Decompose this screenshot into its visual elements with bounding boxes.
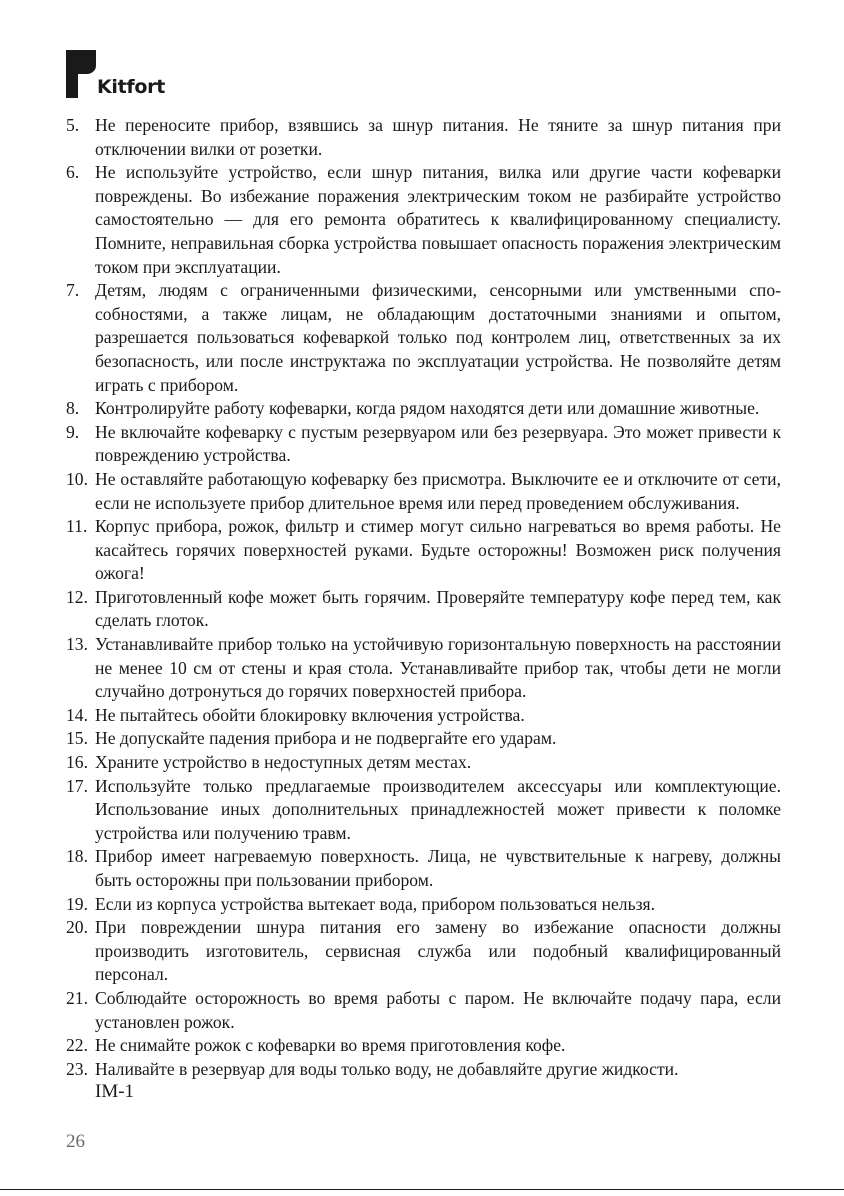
item-text: Не включайте кофеварку с пустым резервуаром или без резервуара. Это может привести к повреждению устройства. <box>95 421 781 466</box>
bottom-rule <box>0 1189 844 1190</box>
list-item <box>66 893 781 917</box>
item-number: 8. <box>66 398 80 419</box>
item-number: 12. <box>66 586 88 607</box>
item-number: 5. <box>66 115 80 135</box>
item-number: 14. <box>66 704 88 725</box>
safety-instructions-list <box>66 114 781 1081</box>
list-item <box>66 845 781 892</box>
list-item <box>66 421 781 468</box>
item-number: 22. <box>66 1035 88 1056</box>
item-number: 15. <box>66 728 88 749</box>
list-item <box>66 751 781 775</box>
item-text: Соблюдайте осторожность во время работы с паром. Не включайте подачу пара, если установлен рожок. <box>95 987 781 1032</box>
brand-name: Kitfort <box>97 76 165 98</box>
item-text: Не переносите прибор, взявшись за шнур питания. Не тяните за шнур питания при отключении вилки от розетки. <box>95 115 781 159</box>
item-text: Не оставляйте работающую кофеварку без присмотра. Выключите ее и отключите от сети, если не используете прибор длительное время или перед проведением обслуживания. <box>95 468 781 513</box>
item-number: 16. <box>66 752 88 773</box>
kitfort-logo-icon <box>66 50 96 98</box>
item-text: Не снимайте рожок с кофеварки во время приготовления кофе. <box>95 1035 566 1056</box>
list-item <box>66 916 781 987</box>
item-number: 19. <box>66 893 88 914</box>
brand-logo <box>66 50 196 100</box>
item-number: 23. <box>66 1058 88 1079</box>
list-item <box>66 727 781 751</box>
list-item <box>66 397 781 421</box>
item-text: Детям, людям с ограниченными физическими, сенсорными или умственными способностями, а также лицам, не обладающим достаточными знаниями и опытом, разрешается пользоваться кофеваркой только под контролем лиц, ответственных за их безопасность, или после инструктажа по эксплуатации устройства. Не позволяйте детям играть с прибором. <box>95 280 781 395</box>
list-item <box>66 1058 781 1082</box>
item-text: Корпус прибора, рожок, фильтр и стимер могут сильно нагреваться во время работы. Не касайтесь горячих поверхностей руками. Будьте осторожны! Возможен риск получения ожога! <box>95 516 781 584</box>
item-text: Используйте только предлагаемые производителем аксессуары или комплектующие. Использование иных дополнительных принадлежностей может привести к поломке устройства или получению травм. <box>95 775 781 843</box>
list-item <box>66 987 781 1034</box>
list-item <box>66 114 781 161</box>
list-item <box>66 279 781 397</box>
item-text: Не допускайте падения прибора и не подвергайте его ударам. <box>95 728 557 749</box>
list-item <box>66 775 781 846</box>
list-item <box>66 161 781 279</box>
item-text: Не используйте устройство, если шнур питания, вилка или другие части кофеварки повреждены. Во избежание поражения электрическим током не разбирайте устройство самостоятельно — для его ремонта обратитесь к квалифицированному специалисту. Помните, неправильная сборка устройства повышает опасность поражения электрическим током при эксплуатации. <box>95 162 781 277</box>
item-number: 20. <box>66 917 88 938</box>
item-text: Устанавливайте прибор только на устойчивую горизонтальную поверхность на расстоянии не менее 10 см от стены и края стола. Устанавливайте прибор так, чтобы дети не могли случайно дотронуться до горячих поверхностей прибора. <box>95 634 781 702</box>
list-item <box>66 633 781 704</box>
item-number: 17. <box>66 775 88 796</box>
item-text: Наливайте в резервуар для воды только воду, не добавляйте другие жидкости. <box>95 1058 679 1079</box>
item-text: Если из корпуса устройства вытекает вода, прибором пользоваться нельзя. <box>95 893 656 914</box>
item-text: Не пытайтесь обойти блокировку включения устройства. <box>95 704 525 725</box>
list-item <box>66 704 781 728</box>
list-item <box>66 515 781 586</box>
list-item <box>66 1034 781 1058</box>
item-number: 18. <box>66 846 88 867</box>
list-item <box>66 468 781 515</box>
item-text: Приготовленный кофе может быть горячим. Проверяйте температуру кофе перед тем, как сделать глоток. <box>95 586 781 631</box>
item-text: Прибор имеет нагреваемую поверхность. Лица, не чувствительные к нагреву, должны быть осторожны при пользовании прибором. <box>95 846 781 890</box>
item-text: Храните устройство в недоступных детям местах. <box>95 752 472 773</box>
list-item <box>66 586 781 633</box>
item-number: 21. <box>66 987 88 1008</box>
item-number: 6. <box>66 162 80 183</box>
item-number: 7. <box>66 280 80 301</box>
item-number: 10. <box>66 468 88 489</box>
item-number: 11. <box>66 516 88 537</box>
page-number: 26 <box>66 1131 85 1152</box>
item-text: При повреждении шнура питания его замену во избежание опасности должны производить изготовитель, сервисная служба или подобный квалифицированный персонал. <box>95 917 781 985</box>
model-code: IM-1 <box>95 1081 135 1102</box>
item-text: Контролируйте работу кофеварки, когда рядом находятся дети или домашние животные. <box>95 398 760 419</box>
item-number: 9. <box>66 421 80 442</box>
item-number: 13. <box>66 634 88 655</box>
